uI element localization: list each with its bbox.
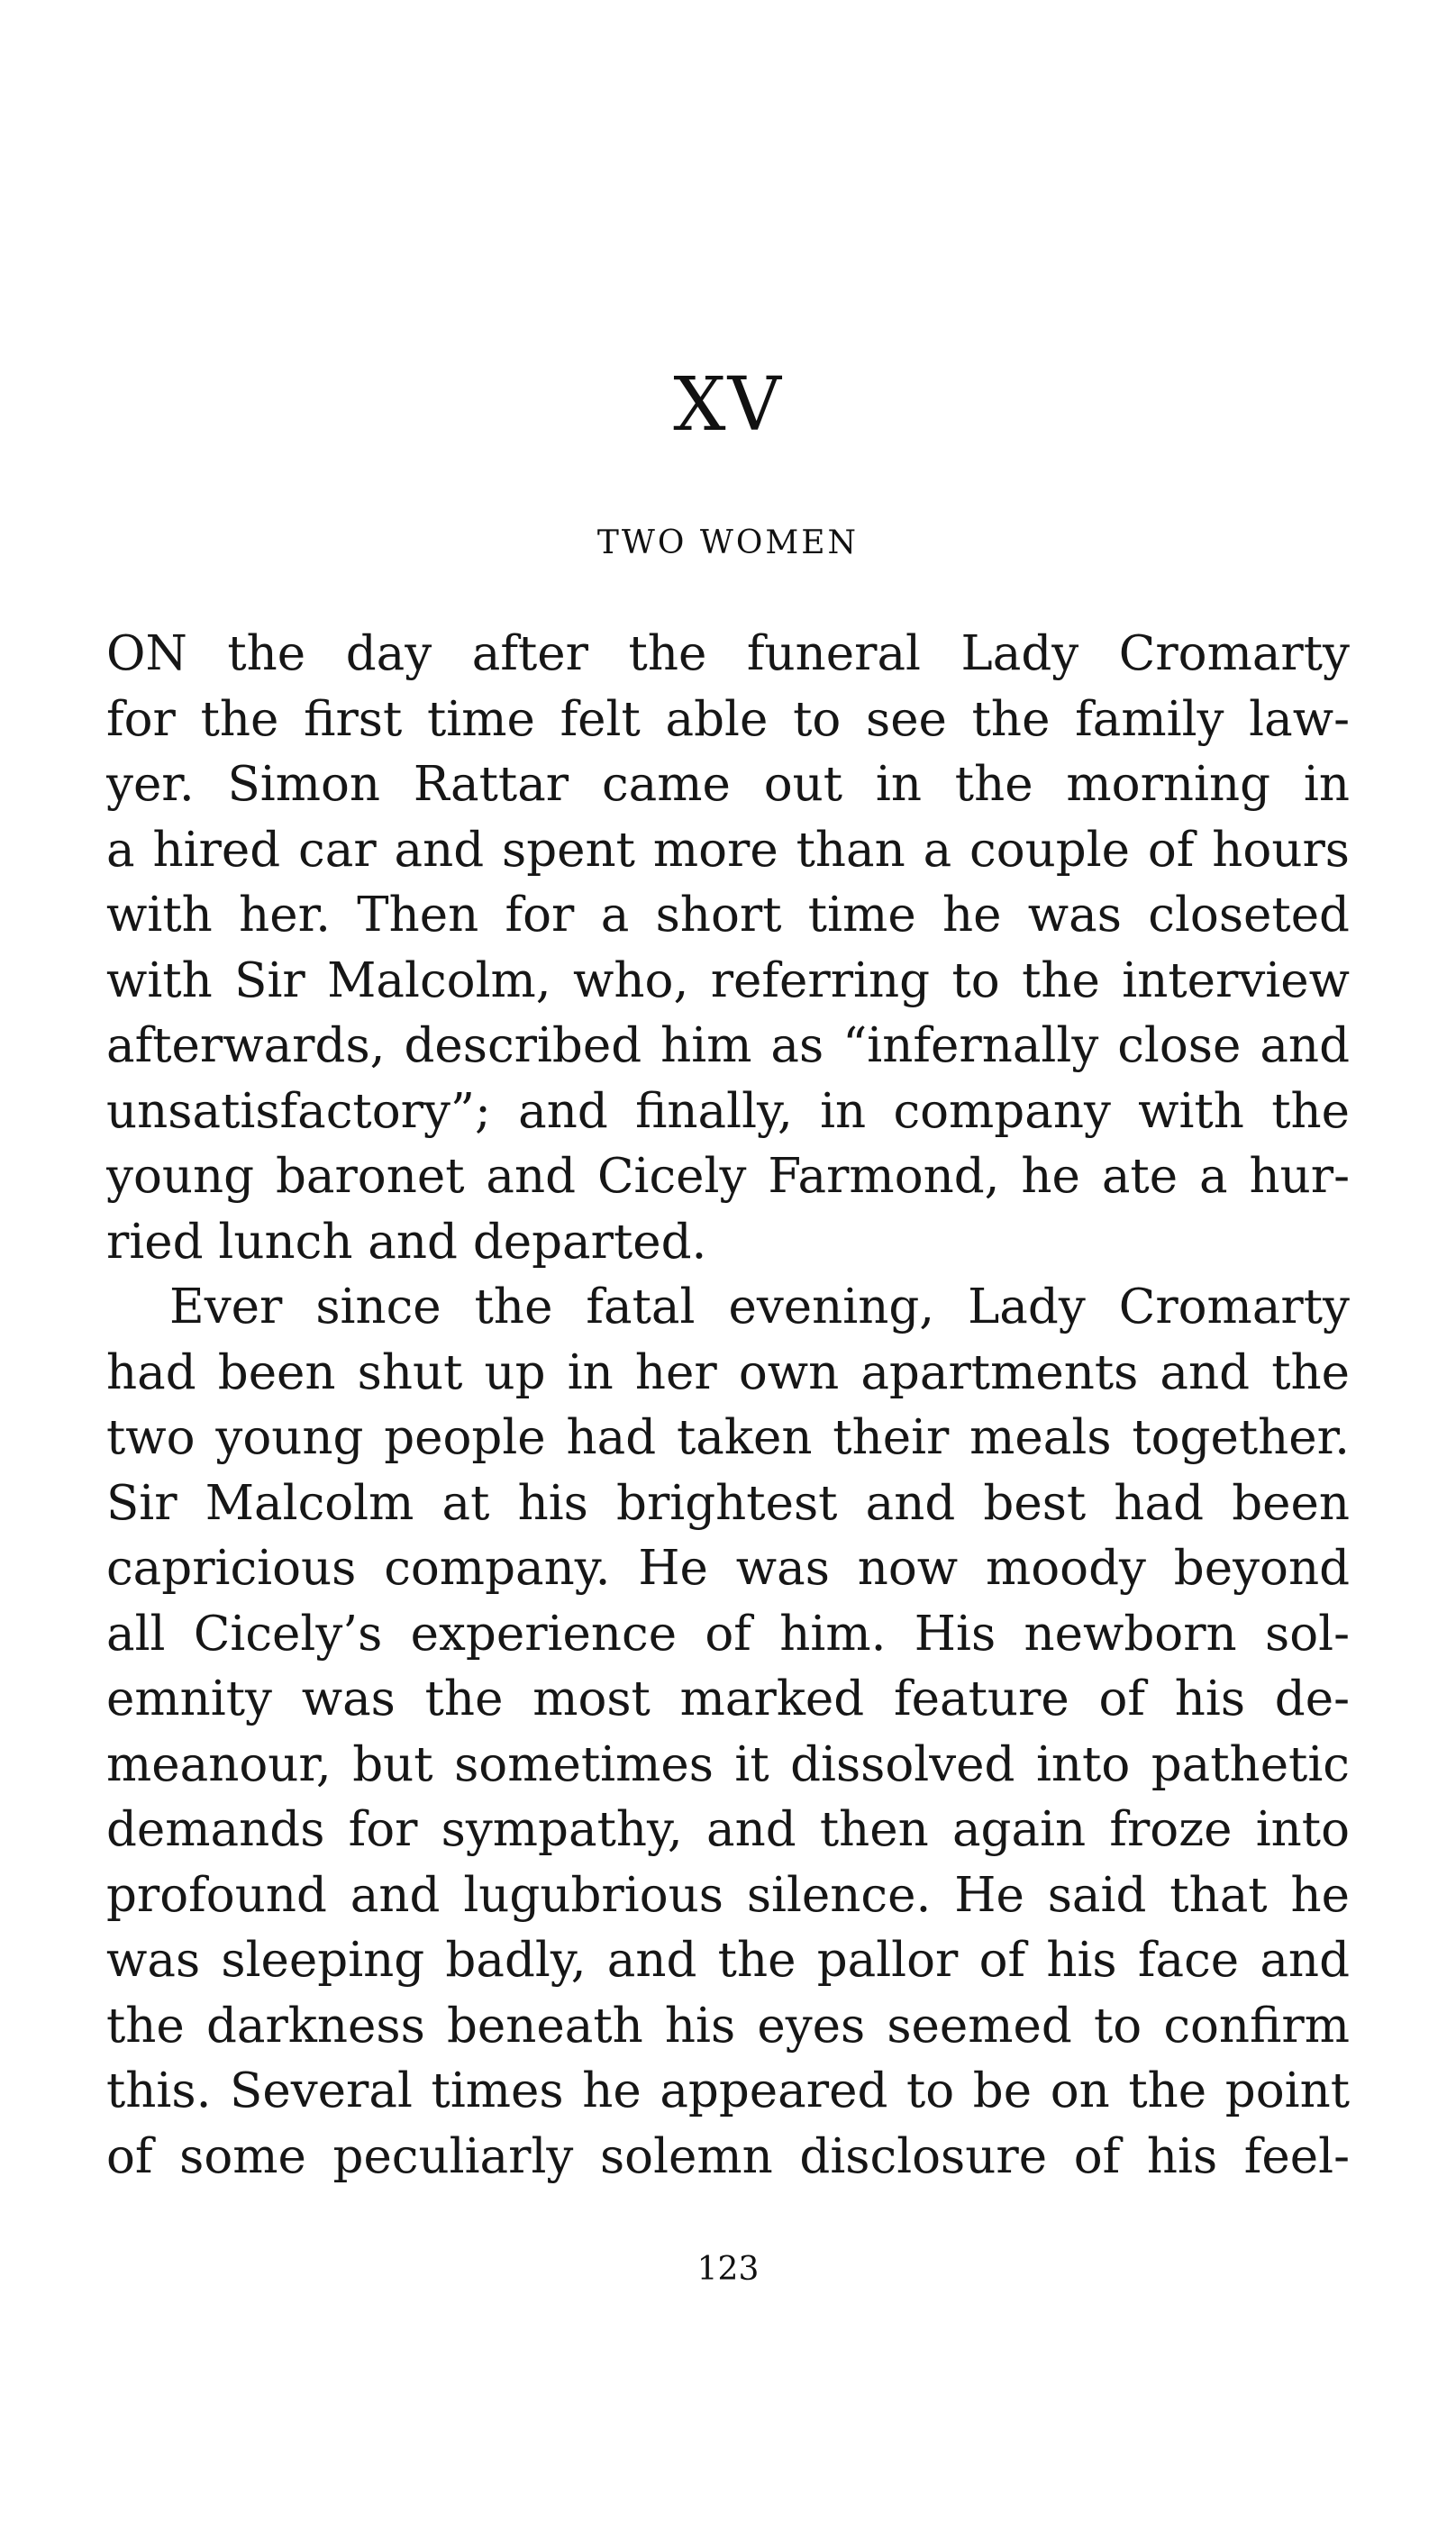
text-line: capricious company. He was now moody beyond <box>106 1541 1350 1596</box>
text-line: meanour, but sometimes it dissolved into pathetic <box>106 1736 1350 1792</box>
text-line: a hired car and spent more than a couple of hours <box>106 822 1350 878</box>
text-line: two young people had taken their meals together. <box>106 1410 1350 1465</box>
text-line: Sir Malcolm at his brightest and best had been <box>106 1475 1350 1531</box>
text-line: emnity was the most marked feature of his de- <box>106 1671 1350 1726</box>
text-line: the darkness beneath his eyes seemed to confirm <box>106 1998 1350 2054</box>
text-line: this. Several times he appeared to be on the point <box>106 2063 1350 2118</box>
text-line: with her. Then for a short time he was closeted <box>106 888 1350 943</box>
text-line: afterwards, described him as “infernally close and <box>106 1018 1350 1073</box>
text-line: Ever since the fatal evening, Lady Cromarty <box>169 1280 1350 1334</box>
text-line: had been shut up in her own apartments and the <box>106 1344 1350 1400</box>
text-line: demands for sympathy, and then again froze into <box>106 1802 1350 1857</box>
text-line: with Sir Malcolm, who, referring to the interview <box>106 952 1350 1008</box>
text-line: profound and lugubrious silence. He said that he <box>106 1867 1350 1923</box>
text-line: was sleeping badly, and the pallor of his face and <box>106 1933 1350 1988</box>
text-line: for the first time felt able to see the family law- <box>106 691 1350 747</box>
chapter-number: XV <box>673 362 783 448</box>
text-line: ON the day after the funeral Lady Cromarty <box>106 626 1350 681</box>
text-line: unsatisfactory”; and finally, in company with the <box>106 1083 1350 1139</box>
page-number: 123 <box>696 2251 760 2288</box>
text-line: young baronet and Cicely Farmond, he ate a hur- <box>106 1149 1350 1204</box>
text-line: all Cicely’s experience of him. His newborn sol- <box>106 1606 1350 1662</box>
text-line: ried lunch and departed. <box>106 1214 707 1270</box>
chapter-title: TWO WOMEN <box>596 524 860 561</box>
text-line: of some peculiarly solemn disclosure of his feel- <box>106 2128 1350 2184</box>
body-text <box>106 622 1350 2190</box>
text-line: yer. Simon Rattar came out in the morning in <box>106 757 1350 812</box>
